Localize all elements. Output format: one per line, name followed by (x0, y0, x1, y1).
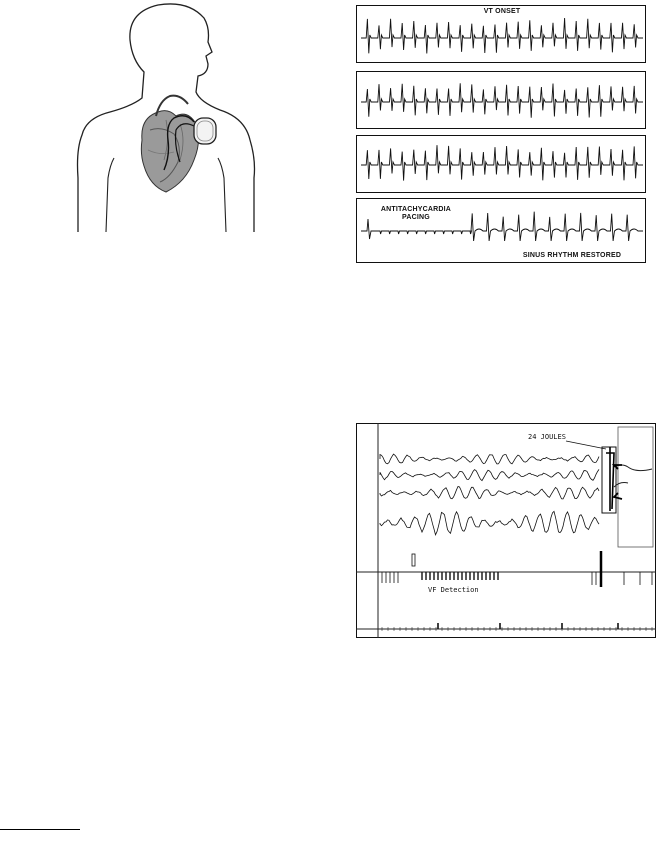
ecg-waveform (361, 83, 643, 117)
strip4-title-line2: PACING (402, 214, 430, 221)
ecg-trace-3 (357, 136, 647, 194)
strip4-title-line1: ANTITACHYCARDIA (380, 206, 452, 213)
strip1-title: VT ONSET (483, 8, 521, 15)
footnote-rule (0, 829, 80, 830)
ecg-strip-4 (356, 198, 646, 263)
ecg-waveform (361, 145, 643, 180)
ecg-strip-2 (356, 71, 646, 129)
ecg-waveform (361, 18, 643, 54)
ecg-trace-2 (357, 72, 647, 130)
ecg-strips-figure (356, 5, 646, 263)
vf-recording-chart (356, 423, 656, 638)
heart-icon (141, 96, 198, 192)
torso-with-implant-figure (70, 0, 310, 236)
vf-recording-figure (356, 423, 656, 638)
implant-device-icon (194, 118, 216, 144)
torso-illustration (70, 0, 310, 236)
ecg-strip-3 (356, 135, 646, 193)
vf-detection-label: VF Detection (428, 586, 479, 594)
ecg-strip-1 (356, 5, 646, 63)
strip4-title (371, 206, 461, 222)
shock-energy-label: 24 JOULES (528, 433, 566, 441)
strip4-subtitle: SINUS RHYTHM RESTORED (522, 252, 622, 259)
